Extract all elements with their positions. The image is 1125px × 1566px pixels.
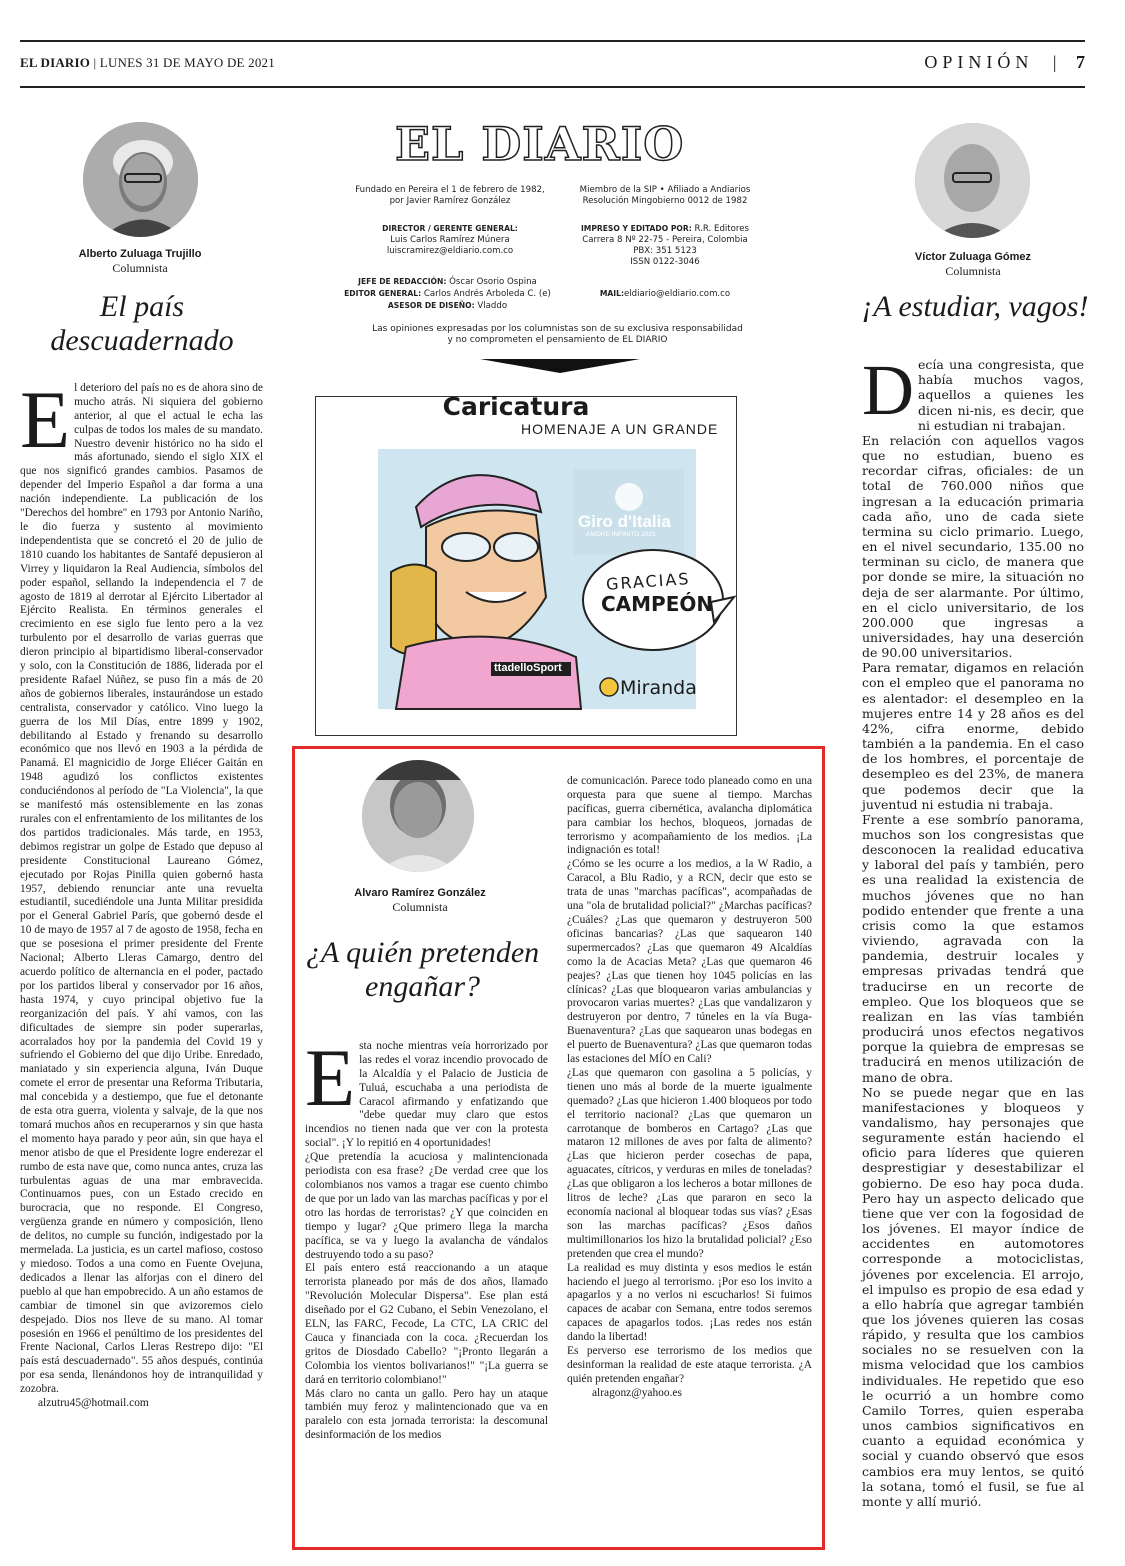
avatar-right-author <box>915 123 1030 238</box>
right-article-body <box>862 342 1084 1509</box>
cartoon-heading: Caricatura <box>442 392 590 421</box>
header-separator-right: | <box>1052 52 1057 72</box>
avatar-left-author <box>83 122 198 237</box>
page-number: 7 <box>1076 52 1085 72</box>
masthead-printer <box>560 223 770 268</box>
center-col2-text: de comunicación. Parece todo planeado como en una orquesta para que suene al tiempo. Marchas pacíficas, guerra cibernética, avalancha diplomática para cambiar los hechos, bloqueos, jornadas de terrorismo y acompañamiento de los medios. ¡La indignación es total! ¿Cómo se les ocurre a los medios, a la W Radio, a Caracol, a Blu Radio, y a RCN, decir que esto se trata de unas "marchas pacíficas", acompañadas de una "ola de brutalidad policial?" ¿Marchas pacíficas? ¿Cuáles? ¿Las que quemaron y destruyeron 500 oficinas bancarias? ¿Las que saquearon 140 supermercados? ¿Las que quemaron 49 Alcaldías como la de Acacias Meta? ¿Las que quemaron 46 peajes? ¿Las que tienen hoy 1045 policías en las clínicas? ¿Las que bloquearon varias ambulancias y provocaron varias muertes? ¿Las que vandalizaron y destruyeron por dentro, 7 túneles en la vía Buga- Buenaventura? ¿Las que saquearon unas bodegas en el puerto de Buenaventura? ¿Las que quemaron todas las estaciones del MÍO en Cali? ¿Las que quemaron con gasolina a 5 policías, y tienen uno más al borde de la muerte igualmente quemado? ¿Las que hicieron 1.400 bloqueos por todo el territorio nacional? ¿Las que quemaron un carrotanque de bomberos en Cartago? ¿Las que mataron 12 millones de aves por falta de alimento? ¿Las que hicieron perder cosechas de papa, aguacates, cítricos, y verduras en miles de toneladas? ¿Las que obligaron a los lecheros a botar millones de litros de leche? ¿Las que pararon en seco la economía nacional al bloquear todas sus vías? ¿Esas son las marchas pacíficas? ¿Esos daños multimillonarios los hizo la brutalidad policial? ¿Eso pretenden que crea el mundo? La realidad es muy distinta y esos medios le están haciendo el juego al terrorismo. ¡Por eso los invito a apagarlos y a no verlos ni escucharlos! Si fuimos capaces de acabar con Semana, entre todos seremos capaces de apagarlos todos. ¡Las redes nos están dando la libertad! Es perverso ese terrorismo de los medios que desinforman la realidad de este ataque terrorista. ¿A quién pretenden engañar? <box>567 774 812 1385</box>
editor-name: Carlos Andrés Arboleda C. (e) <box>423 289 551 299</box>
center-author-name: Alvaro Ramírez González <box>354 887 486 899</box>
bubble-text-2: CAMPEÓN <box>601 592 714 616</box>
left-article-title <box>22 290 262 358</box>
center-article-title <box>300 936 545 1004</box>
center-article-col1 <box>305 1026 548 1443</box>
center-author-email: alragonz@yahoo.es <box>592 1386 682 1399</box>
masthead-staff <box>320 276 575 312</box>
printer-address: Carrera 8 Nº 22-75 - Pereira, Colombia PBX: 351 5123 ISSN 0122-3046 <box>582 235 748 267</box>
right-drop-cap: D <box>862 350 914 431</box>
printed-name: R.R. Editores <box>694 224 750 234</box>
avatar-center-author <box>362 760 474 872</box>
left-drop-cap: E <box>20 373 71 465</box>
cartoonist-signature: Miranda <box>620 677 697 699</box>
director-label: DIRECTOR / GERENTE GENERAL: <box>382 224 518 233</box>
header-separator: | <box>93 55 100 70</box>
editor-label: EDITOR GENERAL: <box>344 289 422 298</box>
right-title-text: ¡A estudiar, vagos! <box>861 290 1089 323</box>
left-article-body <box>20 368 263 1425</box>
masthead-member: Miembro de la SIP • Afiliado a Andiarios Resolución Mingobierno 0012 de 1982 <box>579 185 751 206</box>
center-author-role: Columnista <box>392 900 448 914</box>
header-paper-name: EL DIARIO <box>20 55 91 70</box>
giro-logo-text: Giro d'Italia <box>578 512 671 531</box>
masthead-disclaimer: Las opiniones expresadas por los columnistas son de su exclusiva responsabilidad y no comprometen el pensamiento de EL DIARIO <box>372 324 743 345</box>
right-article-title <box>850 290 1100 324</box>
cartoon-subheading: HOMENAJE A UN GRANDE <box>521 421 719 437</box>
right-body-text: ecía una congresista, que había muchos vagos, aquellos a quienes les dicen ni-nis, es decir, que ni estudian ni trabajan. En relación con aquellos vagos que no estudian, bueno es recordar cifras, oficiales: de un total de 760.000 niños que ingresan a la educación primaria cada año, uno de cada siete termina su ciclo primario. Luego, en el nivel secundario, 135.00 no terminan su ciclo, de manera que por donde se mire, la situación no deja de ser alarmante. Por último, en el ciclo universitario, de los 200.000 que ingresas a universidades, hay una deserción de 90.00 universitarios. Para rematar, digamos en relación con el empleo que el panorama no es alentador: el desempleo en la mujeres entre 14 y 28 años es del 42%, cifra enorme, debido también a la pandemia. En el caso de los hombres, el porcentaje de desempleo es del 23%, de manera que podemos decir que la juventud ni estudia ni trabaja. Frente a ese sombrío panorama, muchos son los congresistas que desconocen la realidad educativa y laboral del país y también, pero es una realidad la existencia de muchos jóvenes que no han podido entender que frente a una crisis como la que estamos viviendo, agravada con la pandemia, destruir locales y empresas privadas tendrá que traducirse en un recorte de empleo. Que los bloqueos que se realizan en las vías también producirá unos efectos negativos porque la quiebra de empresas se traducirá en menos utilización de mano de obra. No se puede negar que en las manifestaciones y bloqueos y vandalismo, hay personajes que seguramente están haciendo el oficio para líderes que quieren desprestigiar y desestabilizar el gobierno. De eso hay poca duda. Pero hay un aspecto delicado que tiene que ver con la fogosidad de los jóvenes. El mayor índice de accidentes en automotores corresponde a motociclistas, jóvenes por excelencia. El arrojo, el impulso es propio de esa edad y a ello habría que agregar también que los jóvenes quieren las cosas rápido, y resulta que los cambios sociales no se resuelven con la misma velocidad que los cambios individuales. He repetido que eso le ocurrió a un hombre como Camilo Torres, quien esperaba unos cambios significativos en cuanto a equidad económica y social y cuando observó que esos cambios era muy lentos, se quitó la sotana, tomó el fusil, se fue al monte y allí murió. <box>862 357 1084 1509</box>
center-col1-text: sta noche mientras veía horrorizado por las redes el voraz incendio provocado de la Alcaldía y el Palacio de Justicia de Tuluá, escuchaba a una periodista de Caracol afirmando y enfatizando que "debe quedar muy claro que estos incendios no tienen nada que ver con la protesta social". ¡Y lo repitió en 4 oportunidades! ¿Que pretendía la acuciosa y malintencionada periodista con esa frase? ¿De verdad cree que los colombianos nos vamos a tragar ese cuento chimbo de que por un lado van las marchas pacíficas y por el otro las hordas de terroristas? ¿Y que coinciden en tiempo y lugar? ¿Que primero llega la marcha pacífica, se va y luego la avalancha de vándalos destruyendo todo a su paso? El país entero está reaccionando a un ataque terrorista planeado por más de dos años, llamado "Revolución Molecular Dispersa". Ese plan está diseñado por el G2 Cubano, el Sebin Venezolano, el ELN, las FARC, Fecode, La CTC, LA CRIC del Cauca y financiada con la coca. ¿Recuerdan los gritos de Diosdado Cabello? "¡Pronto llegarán a Colombia los vientos bolivarianos!" "¡La guerra se dará en territorio colombiano!" Más claro no canta un gallo. Pero hay un ataque también muy feroz y malintencionado que va en paralelo con esta jornada terrorista: la descomunal desinformación de los medios <box>305 1039 548 1442</box>
jersey-text: ttadelloSport <box>494 662 562 674</box>
right-author-role: Columnista <box>945 264 1001 278</box>
printed-label: IMPRESO Y EDITADO POR: <box>580 224 692 233</box>
header-rule <box>20 86 1085 88</box>
cartoon-frame <box>315 392 737 736</box>
top-rule <box>20 40 1085 42</box>
asesor-label: ASESOR DE DISEÑO: <box>387 301 475 310</box>
right-author-byline <box>873 250 1073 278</box>
center-title-text: ¿A quién pretenden engañar? <box>305 936 540 1003</box>
left-author-role: Columnista <box>112 261 168 275</box>
portrait-image <box>362 760 474 872</box>
left-author-byline <box>40 247 240 275</box>
page-header-left <box>20 55 275 71</box>
portrait-image <box>915 123 1030 238</box>
center-article-col2 <box>567 761 812 1415</box>
left-author-name: Alberto Zuluaga Trujillo <box>78 248 202 260</box>
center-drop-cap: E <box>305 1031 356 1123</box>
right-author-name: Víctor Zuluaga Gómez <box>914 251 1032 263</box>
left-title-text: El país descuadernado <box>50 290 234 357</box>
masthead-mail <box>560 288 770 300</box>
page-header-right <box>924 52 1085 73</box>
header-date: LUNES 31 DE MAYO DE 2021 <box>99 55 275 70</box>
masthead-founded: Fundado en Pereira el 1 de febrero de 1982, por Javier Ramírez González <box>355 185 545 206</box>
header-section: OPINIÓN <box>924 52 1034 72</box>
director-name: Luis Carlos Ramírez Múnera luiscramirez@eldiario.com.co <box>386 235 514 256</box>
masthead-director <box>340 223 560 257</box>
left-author-email: alzutru45@hotmail.com <box>38 1397 149 1410</box>
portrait-image <box>83 122 198 237</box>
center-author-byline <box>320 886 520 914</box>
bubble-text-1: GRACIAS <box>605 569 692 594</box>
jefe-label: JEFE DE REDACCIÓN: <box>358 277 447 286</box>
giro-logo-subtext: AMORE INFINITO 2021 <box>586 531 656 538</box>
mail-address: eldiario@eldiario.com.co <box>623 289 731 299</box>
masthead-divider-triangle <box>480 359 640 373</box>
asesor-name: Vladdo <box>477 301 508 311</box>
left-body-text: l deterioro del país no es de ahora sino de mucho atrás. Ni siquiera del gobierno anterior, al que el actual le echa las culpas de todos los males de su mandato. Nuestro devenir histórico no ha sido el más afortunado, siendo el siglo XIX el que nos significó grandes cambios. Pasamos de depender del Imperio Español a dar forma a una nación independiente. La publicación de los "Derechos del hombre" en 1793 por Antonio Nariño, le dio fuerza y sustento al movimiento independentista que se concretó el 20 de julio de 1810 cuando los habitantes de Santafé depusieron al Virrey y liquidaron la Real Audiencia, símbolos del poder español, sellando la independencia el 7 de agosto de 1819 al derrotar al Ejército Libertador al Ejército Realista. En términos generales el crecimiento en ese siglo fue lento pero a la vez turbulento por el desarrollo de varias guerras que dieron principio al bipartidismo liberal-conservador y solo, con la Constitución de 1886, liderada por el presidente Rafael Núñez, se puso fin a más de 20 años de gobiernos liberales, instaurándose un estado centralista, conservador y católico. Vino luego la guerra de los Mil Días, entre 1899 y 1902, debilitando al Estado y frenando su desarrollo económico que nos llevó en 1903 a la pérdida de Panamá. El magnicidio de Jorge Eliécer Gaitán en 1948 agudizó los conflictos existentes conduciéndonos al período de "La Violencia", la que se manifestó más ostensiblemente en las zonas rurales con el enfrentamiento de los militantes de los dos partidos tradicionales. Más tarde, en 1953, debimos registrar un golpe de Estado que depuso al presidente Constitucional Laureano Gómez, ejecutado por Rojas Pinilla quien gobernó hasta 1957, debiendo renunciar ante una revuelta estudiantil, sucediéndole una Junta Militar presidida por el General Gabriel París, que gobernó desde el 10 de mayo de 1957 al 7 de agosto de 1958, fecha en que se posesiona el primer presidente del Frente Nacional; Alberto Lleras Camargo, dentro del acuerdo político de alternancia en el poder, pactado por los partidos liberal y conservador por 16 años, hasta 1974, y cuyo principal objetivo fue la reorganización del país. Y ahí vamos, con las dificultades de siempre sin poder superarlas, acorralados hoy por la pandemia del Covid 19 y sufriendo el Gobierno del que dijo Uribe. Enredado, maniatado y sin experiencia alguna, Iván Duque comete el error de presentar una Reforma Tributaria, mal concebida y a destiempo, que fue el detonante de esta otra guerra, violenta y salvaje, de la que nos tomará muchos años en recuperarnos y sin que hasta el momento haya parado y peor aún, sin que haya el menor atisbo de que el Presidente logre enderezar el rumbo de esta nave que, como nunca antes, cruza las turbulentas aguas de una mar embravecida. Continuamos pues, con un Estado crecido en burocracia, que no responde. El Congreso, vergüenza grande en número y composición, lleno de delitos, no cumple su función, indigestado por la mermelada. La justicia, es un cartel mafioso, costoso y miedoso. Todos a una como en Fuente Ovejuna, dedicados a llenar las alforjas con el dinero del pueblo al que han empobrecido. A un año estamos de cambiar de timonel sin que avizoremos cielo despejado. Dios nos lleve de su mano. Al tomar posesión en 1966 el penúltimo de los presidentes del Frente Nacional, Carlos Lleras Restrepo dijo: "El país está descuadernado". 55 años después, continúa por esa senda, llenándonos hoy de intranquilidad y zozobra. <box>20 381 263 1396</box>
masthead-logo: EL DIARIO <box>395 117 685 171</box>
mail-label: MAIL: <box>599 289 624 298</box>
jefe-name: Óscar Osorio Ospina <box>449 277 537 287</box>
